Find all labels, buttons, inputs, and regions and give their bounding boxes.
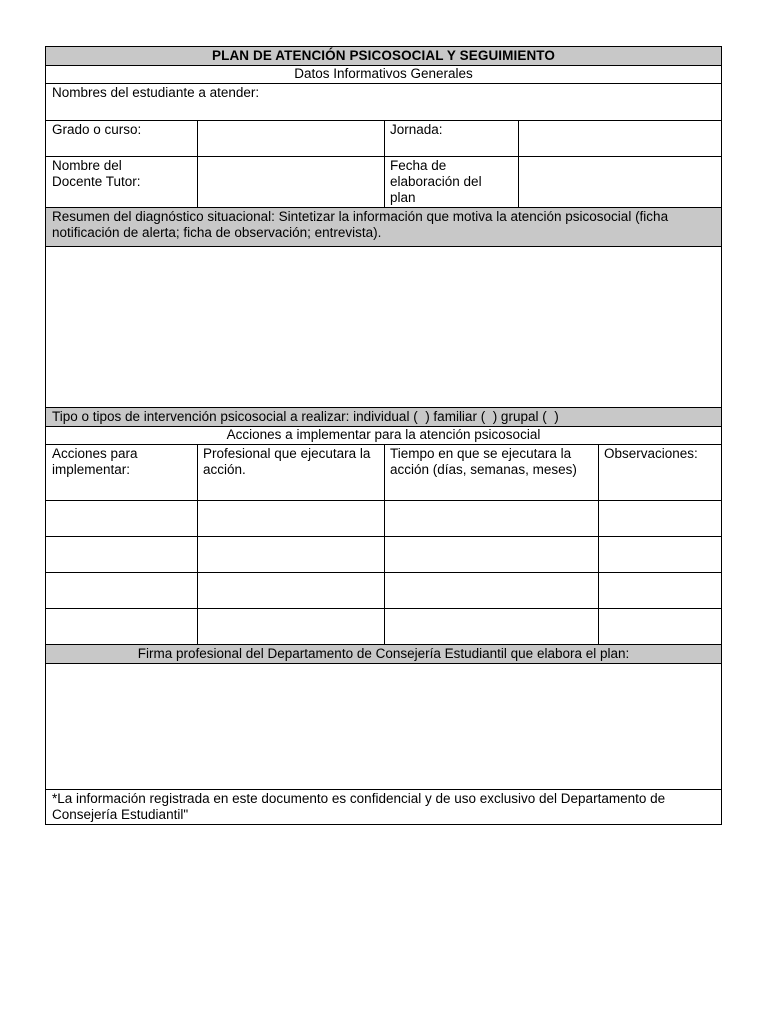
shift-label: Jornada: xyxy=(390,122,443,137)
observations-cell[interactable] xyxy=(598,609,721,644)
professional-cell[interactable] xyxy=(197,609,384,644)
observations-cell[interactable] xyxy=(598,501,721,536)
action-row xyxy=(46,501,721,537)
signature-label-row xyxy=(46,645,721,664)
general-data-header: Datos Informativos Generales xyxy=(294,66,473,81)
general-data-header-row xyxy=(46,66,721,84)
column-professional: Profesional que ejecutara la acción. xyxy=(203,446,371,477)
action-cell[interactable] xyxy=(46,501,197,536)
time-cell[interactable] xyxy=(384,609,598,644)
diagnosis-summary-label: Resumen del diagnóstico situacional: Sintetizar la información que motiva la atención psicosocial (ficha notificación de alerta; ficha de observación; entrevista). xyxy=(52,209,669,240)
plan-date-label: Fecha de elaboración del plan xyxy=(390,158,482,205)
column-observations: Observaciones: xyxy=(604,446,698,461)
intervention-type-row xyxy=(46,408,721,427)
observations-cell[interactable] xyxy=(598,537,721,572)
action-row xyxy=(46,573,721,609)
time-cell[interactable] xyxy=(384,501,598,536)
actions-columns-row xyxy=(46,445,721,501)
professional-cell[interactable] xyxy=(197,501,384,536)
signature-label: Firma profesional del Departamento de Consejería Estudiantil que elabora el plan: xyxy=(137,646,630,661)
action-cell[interactable] xyxy=(46,609,197,644)
time-cell[interactable] xyxy=(384,537,598,572)
form-title: PLAN DE ATENCIÓN PSICOSOCIAL Y SEGUIMIENTO xyxy=(212,48,555,63)
column-time: Tiempo en que se ejecutara la acción (días, semanas, meses) xyxy=(390,446,577,477)
form-title-row xyxy=(46,47,721,66)
grade-shift-row xyxy=(46,121,721,157)
signature-area[interactable] xyxy=(46,664,721,790)
plan-date-field[interactable] xyxy=(518,157,721,207)
grade-field[interactable] xyxy=(197,121,384,156)
professional-cell[interactable] xyxy=(197,537,384,572)
grade-label: Grado o curso: xyxy=(52,122,142,137)
student-names-row xyxy=(46,84,721,121)
actions-header: Acciones a implementar para la atención psicosocial xyxy=(226,427,541,442)
psychosocial-plan-form xyxy=(45,46,722,825)
action-row xyxy=(46,537,721,573)
shift-field[interactable] xyxy=(518,121,721,156)
confidential-note-row xyxy=(46,790,721,824)
tutor-date-row xyxy=(46,157,721,208)
actions-header-row xyxy=(46,427,721,445)
observations-cell[interactable] xyxy=(598,573,721,608)
action-cell[interactable] xyxy=(46,573,197,608)
tutor-field[interactable] xyxy=(197,157,384,207)
diagnosis-summary-area[interactable] xyxy=(46,247,721,408)
professional-cell[interactable] xyxy=(197,573,384,608)
student-names-label: Nombres del estudiante a atender: xyxy=(52,85,260,100)
tutor-label: Nombre del Docente Tutor: xyxy=(52,158,141,189)
action-cell[interactable] xyxy=(46,537,197,572)
diagnosis-summary-row xyxy=(46,208,721,247)
confidential-note: *La información registrada en este documento es confidencial y de uso exclusivo del Departamento de Consejería Estudiantil" xyxy=(52,791,666,822)
intervention-type-label: Tipo o tipos de intervención psicosocial a realizar: individual ( ) familiar ( ) grupal ( ) xyxy=(52,409,559,424)
column-actions: Acciones para implementar: xyxy=(52,446,138,477)
action-row xyxy=(46,609,721,645)
time-cell[interactable] xyxy=(384,573,598,608)
